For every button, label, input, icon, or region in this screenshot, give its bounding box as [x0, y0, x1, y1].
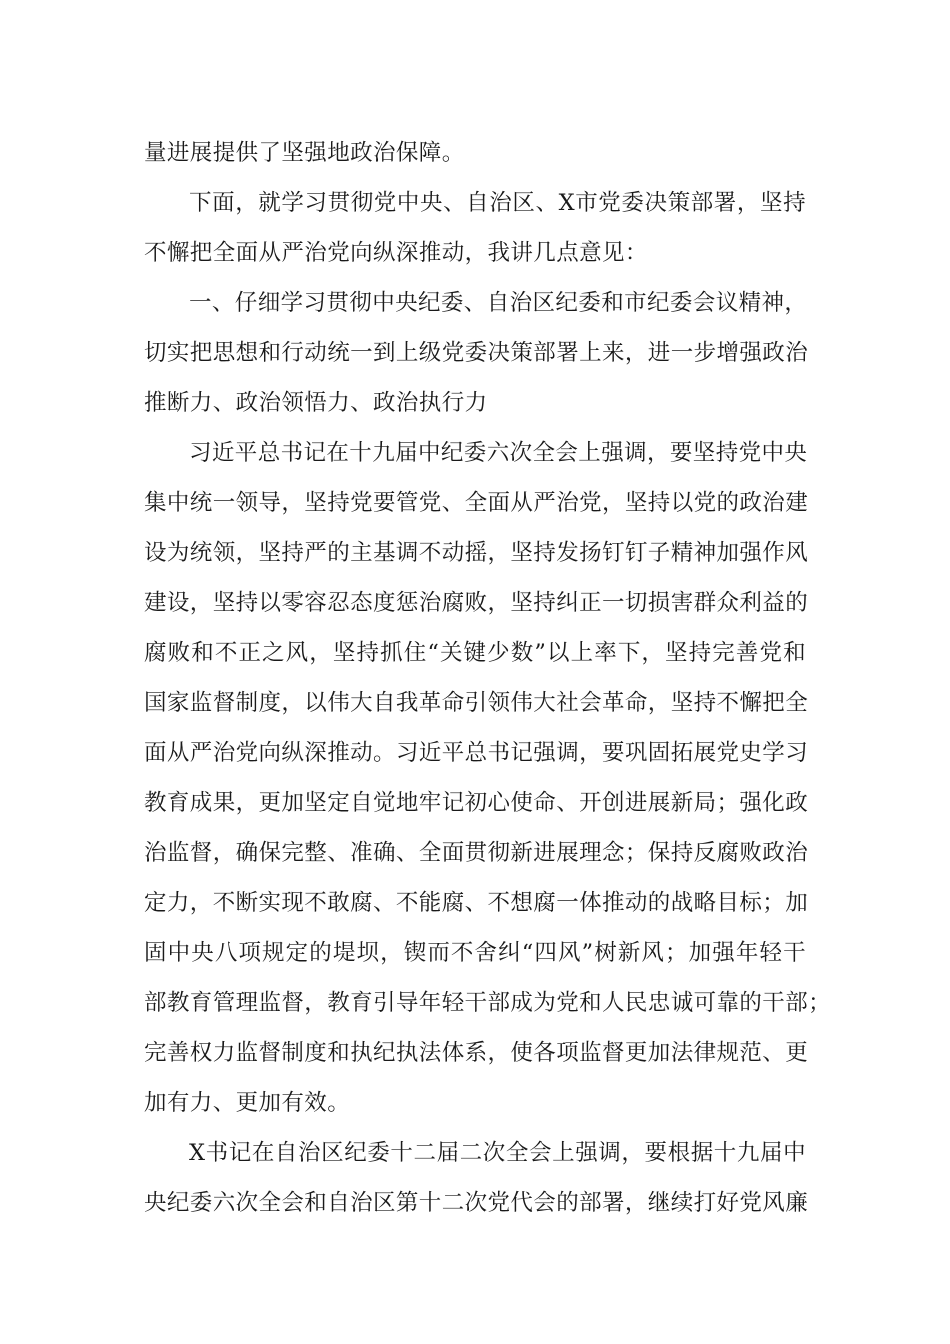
- text-line: 治监督，确保完整、准确、全面贯彻新进展理念；保持反腐败政治: [144, 840, 809, 866]
- text-line: 建设，坚持以零容忍态度惩治腐败，坚持纠正一切损害群众利益的: [144, 590, 809, 616]
- text-line: 习近平总书记在十九届中纪委六次全会上强调，要坚持党中央: [189, 440, 808, 466]
- paragraph-4: [144, 1128, 809, 1228]
- text-line: 量进展提供了坚强地政治保障。: [144, 140, 465, 166]
- text-line: 面从严治党向纵深推动。习近平总书记强调，要巩固拓展党史学习: [144, 740, 809, 766]
- paragraph-2: [144, 178, 806, 278]
- paragraph-1: [144, 128, 806, 178]
- document-body: [144, 128, 832, 1228]
- text-line: 部教育管理监督，教育引导年轻干部成为党和人民忠诚可靠的干部；: [144, 990, 832, 1016]
- text-line: 加有力、更加有效。: [144, 1090, 351, 1116]
- text-line: 推断力、政治领悟力、政治执行力: [144, 390, 488, 416]
- section-heading-1: [144, 278, 809, 428]
- text-line: X书记在自治区纪委十二届二次全会上强调，要根据十九届中: [189, 1140, 806, 1166]
- text-line: 腐败和不正之风，坚持抓住“关键少数”以上率下，坚持完善党和: [144, 640, 806, 666]
- text-line: 国家监督制度，以伟大自我革命引领伟大社会革命，坚持不懈把全: [144, 690, 809, 716]
- text-line: 完善权力监督制度和执纪执法体系，使各项监督更加法律规范、更: [144, 1040, 809, 1066]
- text-line: 一、仔细学习贯彻中央纪委、自治区纪委和市纪委会议精神，: [189, 290, 808, 316]
- paragraph-3: [144, 428, 832, 1128]
- text-line: 下面，就学习贯彻党中央、自治区、X市党委决策部署，坚持: [189, 190, 806, 216]
- text-line: 集中统一领导，坚持党要管党、全面从严治党，坚持以党的政治建: [144, 490, 809, 516]
- text-line: 定力，不断实现不敢腐、不能腐、不想腐一体推动的战略目标；加: [144, 890, 809, 916]
- text-line: 央纪委六次全会和自治区第十二次党代会的部署，继续打好党风廉: [144, 1190, 809, 1216]
- text-line: 不懈把全面从严治党向纵深推动，我讲几点意见：: [144, 240, 648, 266]
- text-line: 教育成果，更加坚定自觉地牢记初心使命、开创进展新局；强化政: [144, 790, 809, 816]
- text-line: 设为统领，坚持严的主基调不动摇，坚持发扬钉钉子精神加强作风: [144, 540, 809, 566]
- text-line: 固中央八项规定的堤坝，锲而不舍纠“四风”树新风；加强年轻干: [144, 940, 806, 966]
- text-line: 切实把思想和行动统一到上级党委决策部署上来，进一步增强政治: [144, 340, 809, 366]
